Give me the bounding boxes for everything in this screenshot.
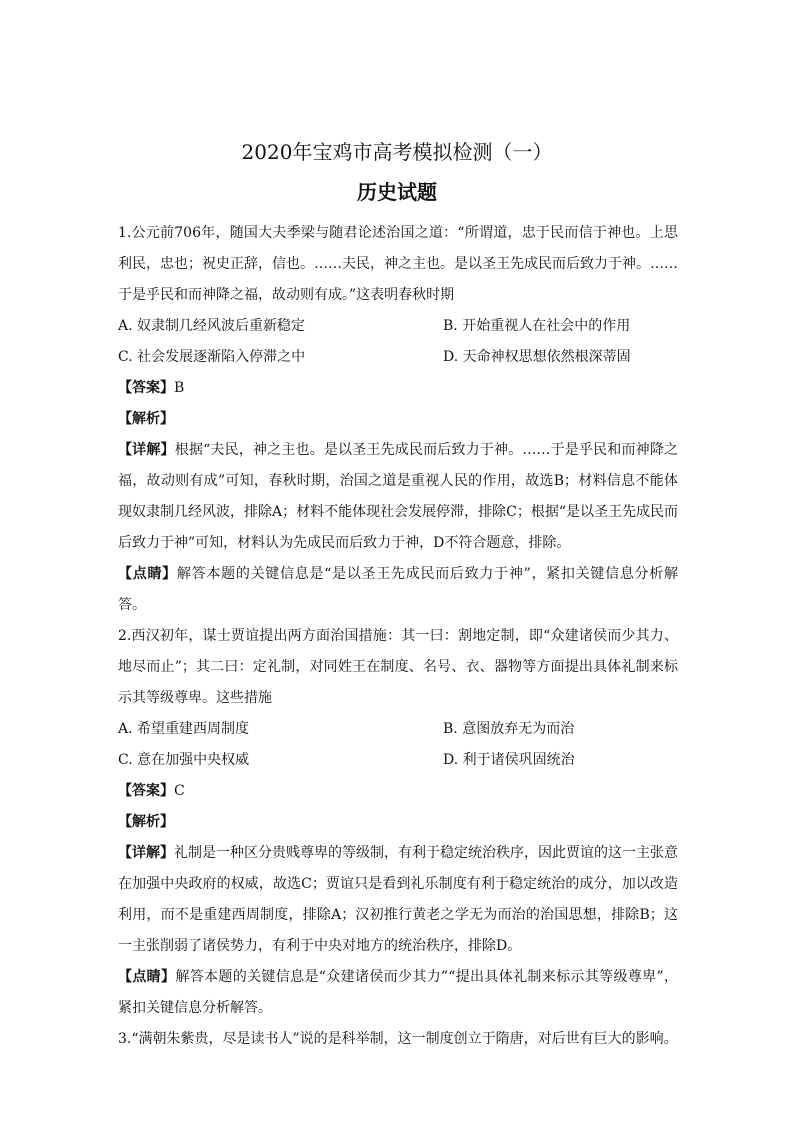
question-1-stem: 1.公元前706年，随国大夫季梁与随君论述治国之道：“所谓道，忠于民而信于神也。上思利民，忠也；祝史正辞，信也。……夫民，神之主也。是以圣王先成民而后致力于神。……于是乎民和而神降之福，故动则有成。”这表明春秋时期	[118, 225, 678, 303]
analysis-tag: 【解析】	[118, 814, 174, 830]
question-2-detail	[118, 838, 678, 962]
question-2-comment	[118, 962, 678, 1024]
question-1-answer	[118, 373, 678, 404]
question-1-option-c: C. 社会发展逐渐陷入停滞之中	[118, 349, 306, 365]
answer-value: C	[174, 783, 185, 799]
comment-text: 解答本题的关键信息是“众建诸侯而少其力”“提出具体礼制来标示其等级尊卑”，紧扣关键信息分析解答。	[118, 969, 678, 1016]
question-1-options	[118, 311, 678, 373]
question-2-option-b: B. 意图放弃无为而治	[443, 721, 575, 737]
analysis-tag: 【解析】	[118, 411, 174, 427]
question-1-detail	[118, 435, 678, 559]
question-2-options	[118, 714, 678, 776]
question-2-analysis	[118, 807, 678, 838]
question-1-option-a: A. 奴隶制几经风波后重新稳定	[118, 318, 306, 334]
question-2-option-d: D. 利于诸侯巩固统治	[443, 752, 575, 768]
question-list	[118, 218, 678, 1055]
question-2-stem: 2.西汉初年，谋士贾谊提出两方面治国措施：其一曰：割地定制，即“众建诸侯而少其力、地尽而止”；其二曰：定礼制，对同姓王在制度、名号、衣、器物等方面提出具体礼制来标示其等级尊卑。这些措施	[118, 628, 678, 706]
answer-tag: 【答案】	[118, 783, 174, 799]
page-title: 2020年宝鸡市高考模拟检测（一）	[241, 140, 553, 164]
comment-text: 解答本题的关键信息是“是以圣王先成民而后致力于神”，紧扣关键信息分析解答。	[118, 566, 679, 613]
question-1-comment	[118, 559, 678, 621]
answer-tag: 【答案】	[118, 380, 174, 396]
question-2-option-c: C. 意在加强中央权威	[118, 752, 250, 768]
detail-text: 根据“夫民，神之主也。是以圣王先成民而后致力于神。……于是乎民和而神降之福，故动则有成”可知，春秋时期，治国之道是重视人民的作用，故选B；材料信息不能体现奴隶制几经风波，排除A；材料不能体现社会发展停滞，排除C；根据“是以圣王先成民而后致力于神”可知，材料认为先成民而后致力于神，D不符合题意，排除。	[118, 442, 679, 551]
question-3-stem: 3.“满朝朱紫贵，尽是读书人”说的是科举制，这一制度创立于隋唐，对后世有巨大的影响。	[118, 1031, 678, 1047]
answer-value: B	[174, 380, 185, 396]
page-subtitle: 历史试题	[357, 180, 437, 204]
question-2-option-a: A. 希望重建西周制度	[118, 721, 250, 737]
question-1-option-b: B. 开始重视人在社会中的作用	[443, 318, 631, 334]
detail-tag: 【详解】	[118, 845, 174, 861]
question-1-analysis	[118, 404, 678, 435]
question-2-answer	[118, 776, 678, 807]
detail-text: 礼制是一种区分贵贱尊卑的等级制，有利于稳定统治秩序，因此贾谊的这一主张意在加强中央政府的权威，故选C；贾谊只是看到礼乐制度有利于稳定统治的成分，加以改造利用，而不是重建西周制度，排除A；汉初推行黄老之学无为而治的治国思想，排除B；这一主张削弱了诸侯势力，有利于中央对地方的统治秩序，排除D。	[118, 845, 678, 954]
comment-tag: 【点睛】	[118, 566, 177, 582]
question-1-option-d: D. 天命神权思想依然根深蒂固	[443, 349, 631, 365]
comment-tag: 【点睛】	[118, 969, 176, 985]
detail-tag: 【详解】	[118, 442, 175, 458]
